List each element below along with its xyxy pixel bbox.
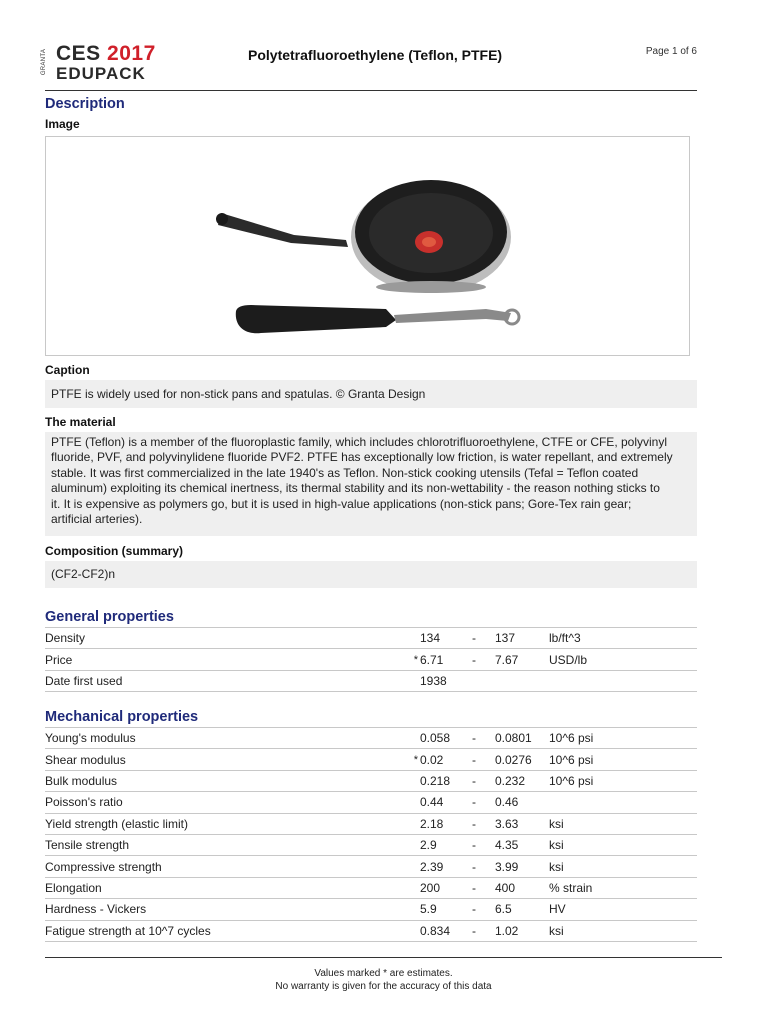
page-header <box>41 42 697 91</box>
table-row: Tensile strength 2.9 - 4.35 ksi <box>45 834 697 855</box>
document-title: Polytetrafluoroethylene (Teflon, PTFE) <box>248 47 503 63</box>
caption-box <box>45 380 697 408</box>
pan-base <box>376 281 486 293</box>
material-line: aluminum) exploiting its chemical inertness, its thermal stability and its non-wettability - the reason nothing sticks to <box>51 481 660 496</box>
material-image <box>45 136 690 356</box>
spatula-blade <box>236 305 396 333</box>
logo-year: 2017 <box>107 42 156 65</box>
table-row: Elongation 200 - 400 % strain <box>45 877 697 898</box>
table-row: Young's modulus 0.058 - 0.0801 10^6 psi <box>45 728 697 749</box>
general-properties-heading: General properties <box>45 609 174 625</box>
material-line: artificial arteries). <box>51 512 143 527</box>
table-row: Hardness - Vickers 5.9 - 6.5 HV <box>45 899 697 920</box>
footer-divider <box>45 957 722 958</box>
table-row: Yield strength (elastic limit) 2.18 - 3.63 ksi <box>45 813 697 834</box>
composition-box <box>45 561 697 588</box>
logo-brand: GRANTA <box>41 48 48 76</box>
table-row: Shear modulus * 0.02 - 0.0276 10^6 psi <box>45 749 697 770</box>
table-row: Date first used 1938 <box>45 670 697 691</box>
table-row: Poisson's ratio 0.44 - 0.46 <box>45 792 697 813</box>
mechanical-properties-table <box>45 727 697 942</box>
material-line: stable. It was first commercialized in the late 1940's as Teflon. Non-stick cooking utensils (Tefal = Teflon coated <box>51 465 639 480</box>
material-label: The material <box>45 415 116 429</box>
general-properties-table <box>45 627 697 692</box>
mechanical-properties-heading: Mechanical properties <box>45 709 199 725</box>
page-footer <box>45 967 722 993</box>
image-label: Image <box>45 117 80 131</box>
footer-warranty-note: No warranty is given for the accuracy of this data <box>275 981 492 992</box>
description-heading: Description <box>45 96 125 112</box>
table-row: Fatigue strength at 10^7 cycles 0.834 - 1.02 ksi <box>45 920 697 941</box>
table-row: Price * 6.71 - 7.67 USD/lb <box>45 649 697 670</box>
material-description-box <box>45 432 697 536</box>
page-number: Page 1 of 6 <box>645 46 697 57</box>
composition-text: (CF2-CF2)n <box>51 567 116 581</box>
footer-estimate-note: Values marked * are estimates. <box>314 968 453 979</box>
composition-label: Composition (summary) <box>45 544 184 558</box>
spatula-handle <box>394 309 511 323</box>
material-line: fluoride, PVF, and polyvinylidene fluoride PVF2. PTFE has exceptionally low friction, is water repellant, and extremely <box>51 450 673 465</box>
pan-and-spatula-illustration <box>46 137 689 355</box>
table-row: Bulk modulus 0.218 - 0.232 10^6 psi <box>45 770 697 791</box>
ces-edupack-logo <box>41 42 180 84</box>
caption-label: Caption <box>45 363 90 377</box>
material-line: it. It is expensive as polymers go, but it is used in high-value applications (non-stick pans; Gore-Tex rain gear; <box>51 496 632 511</box>
logo-name: CES <box>56 42 101 65</box>
logo-brand-vertical <box>41 46 55 82</box>
table-row: Compressive strength 2.39 - 3.99 ksi <box>45 856 697 877</box>
material-line: PTFE (Teflon) is a member of the fluoroplastic family, which includes chlorotrifluoroethylene, CTFE or CFE, polyvinyl <box>51 435 668 449</box>
logo-edupack: EDUPACK <box>56 64 146 83</box>
pan-handle <box>218 213 348 247</box>
caption-text: PTFE is widely used for non-stick pans and spatulas. © Granta Design <box>51 387 426 401</box>
pan-handle-end <box>216 213 228 225</box>
table-row: Density 134 - 137 lb/ft^3 <box>45 628 697 649</box>
